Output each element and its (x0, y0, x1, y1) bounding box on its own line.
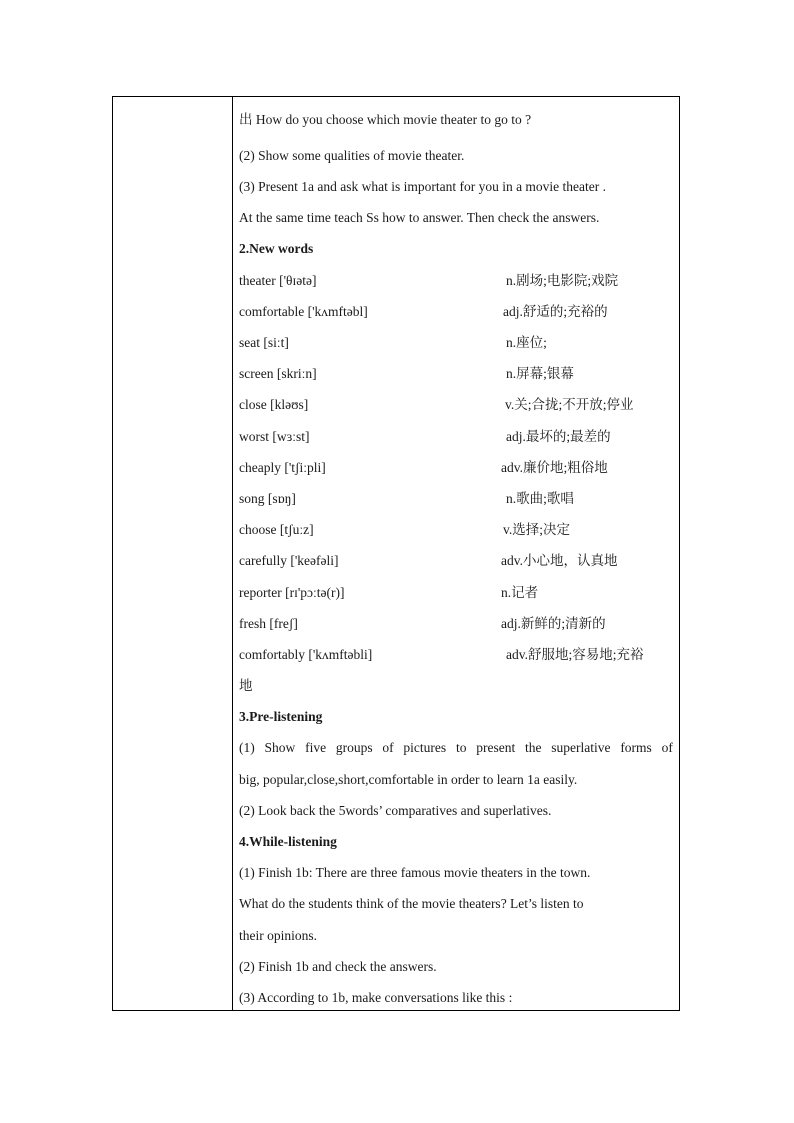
while-listening-line-5: (3) According to 1b, make conversations like this : (239, 990, 513, 1005)
while-listening-line-3: their opinions. (239, 928, 317, 943)
word-meaning: adv.舒服地;容易地;充裕 (506, 647, 644, 662)
lesson-table (112, 96, 680, 1011)
while-listening-line-2: What do the students think of the movie theaters? Let’s listen to (239, 896, 584, 911)
while-listening-heading: 4.While-listening (239, 834, 337, 849)
word-token: pictures (403, 740, 447, 755)
word-meaning: n.剧场;电影院;戏院 (506, 273, 619, 288)
intro-line-2: (2) Show some qualities of movie theater. (239, 148, 465, 163)
word: screen [skriːn] (239, 366, 317, 381)
word-row (239, 646, 372, 664)
pre-listening-line-2: big, popular,close,short,comfortable in order to learn 1a easily. (239, 772, 578, 787)
word-meaning: adj.新鲜的;清新的 (501, 616, 606, 631)
word: seat [siːt] (239, 335, 289, 350)
while-listening-line-1: (1) Finish 1b: There are three famous movie theaters in the town. (239, 865, 591, 880)
word-row (239, 521, 314, 539)
word-row (239, 552, 339, 570)
word-token: of (382, 740, 394, 755)
word-meaning: v.关;合拢;不开放;停业 (505, 397, 634, 412)
word-meaning-wrap: 地 (239, 678, 253, 693)
pre-listening-line-3: (2) Look back the 5words’ comparatives and superlatives. (239, 803, 552, 818)
word: fresh [freʃ] (239, 616, 298, 631)
word-meaning: n.屏幕;银幕 (506, 366, 574, 381)
word-row (239, 365, 317, 383)
word-token: present (476, 740, 516, 755)
word-meaning: adv.廉价地;粗俗地 (501, 460, 608, 475)
word-meaning: n.歌曲;歌唱 (506, 491, 574, 506)
word-token: of (661, 740, 673, 755)
word: cheaply ['tʃiːpli] (239, 460, 326, 475)
word-row (239, 459, 326, 477)
word: comfortably ['kʌmftəbli] (239, 647, 373, 662)
word: reporter [rɪ'pɔːtə(r)] (239, 585, 345, 600)
word-token: forms (620, 740, 652, 755)
pre-listening-heading: 3.Pre-listening (239, 709, 323, 724)
word-token: to (455, 740, 467, 755)
word-meaning: n.记者 (501, 585, 539, 600)
new-words-heading: 2.New words (239, 241, 314, 256)
word: choose [tʃuːz] (239, 522, 314, 537)
intro-line-3: (3) Present 1a and ask what is important for you in a movie theater . (239, 179, 607, 194)
while-listening-line-4: (2) Finish 1b and check the answers. (239, 959, 437, 974)
word-row (239, 490, 296, 508)
intro-line-4: At the same time teach Ss how to answer. Then check the answers. (239, 210, 600, 225)
word-row (239, 428, 310, 446)
word-token: five (305, 740, 327, 755)
word-meaning: adv.小心地，认真地 (501, 553, 618, 568)
word-meaning: adj.舒适的;充裕的 (503, 304, 608, 319)
word-meaning: adj.最坏的;最差的 (506, 429, 611, 444)
word-token: the (525, 740, 542, 755)
word-meaning: v.选择;决定 (503, 522, 570, 537)
word: worst [wɜːst] (239, 429, 310, 444)
word: carefully ['keəfəli] (239, 553, 339, 568)
word-token: (1) (239, 740, 255, 755)
word-token: superlative (551, 740, 611, 755)
word: close [kləʊs] (239, 397, 309, 412)
word-token: Show (264, 740, 296, 755)
word-row (239, 272, 316, 290)
word-row (239, 334, 289, 352)
intro-line-1: 出 How do you choose which movie theater to go to ? (239, 112, 532, 127)
word-row (239, 396, 308, 414)
word: theater ['θɪətə] (239, 273, 317, 288)
word-meaning: n.座位; (506, 335, 547, 350)
word: song [sɒŋ] (239, 491, 296, 506)
column-divider (232, 97, 233, 1010)
word: comfortable ['kʌmftəbl] (239, 304, 368, 319)
word-row (239, 584, 345, 602)
pre-listening-line-1 (239, 739, 673, 757)
word-row (239, 615, 298, 633)
word-row (239, 303, 368, 321)
word-token: groups (335, 740, 373, 755)
